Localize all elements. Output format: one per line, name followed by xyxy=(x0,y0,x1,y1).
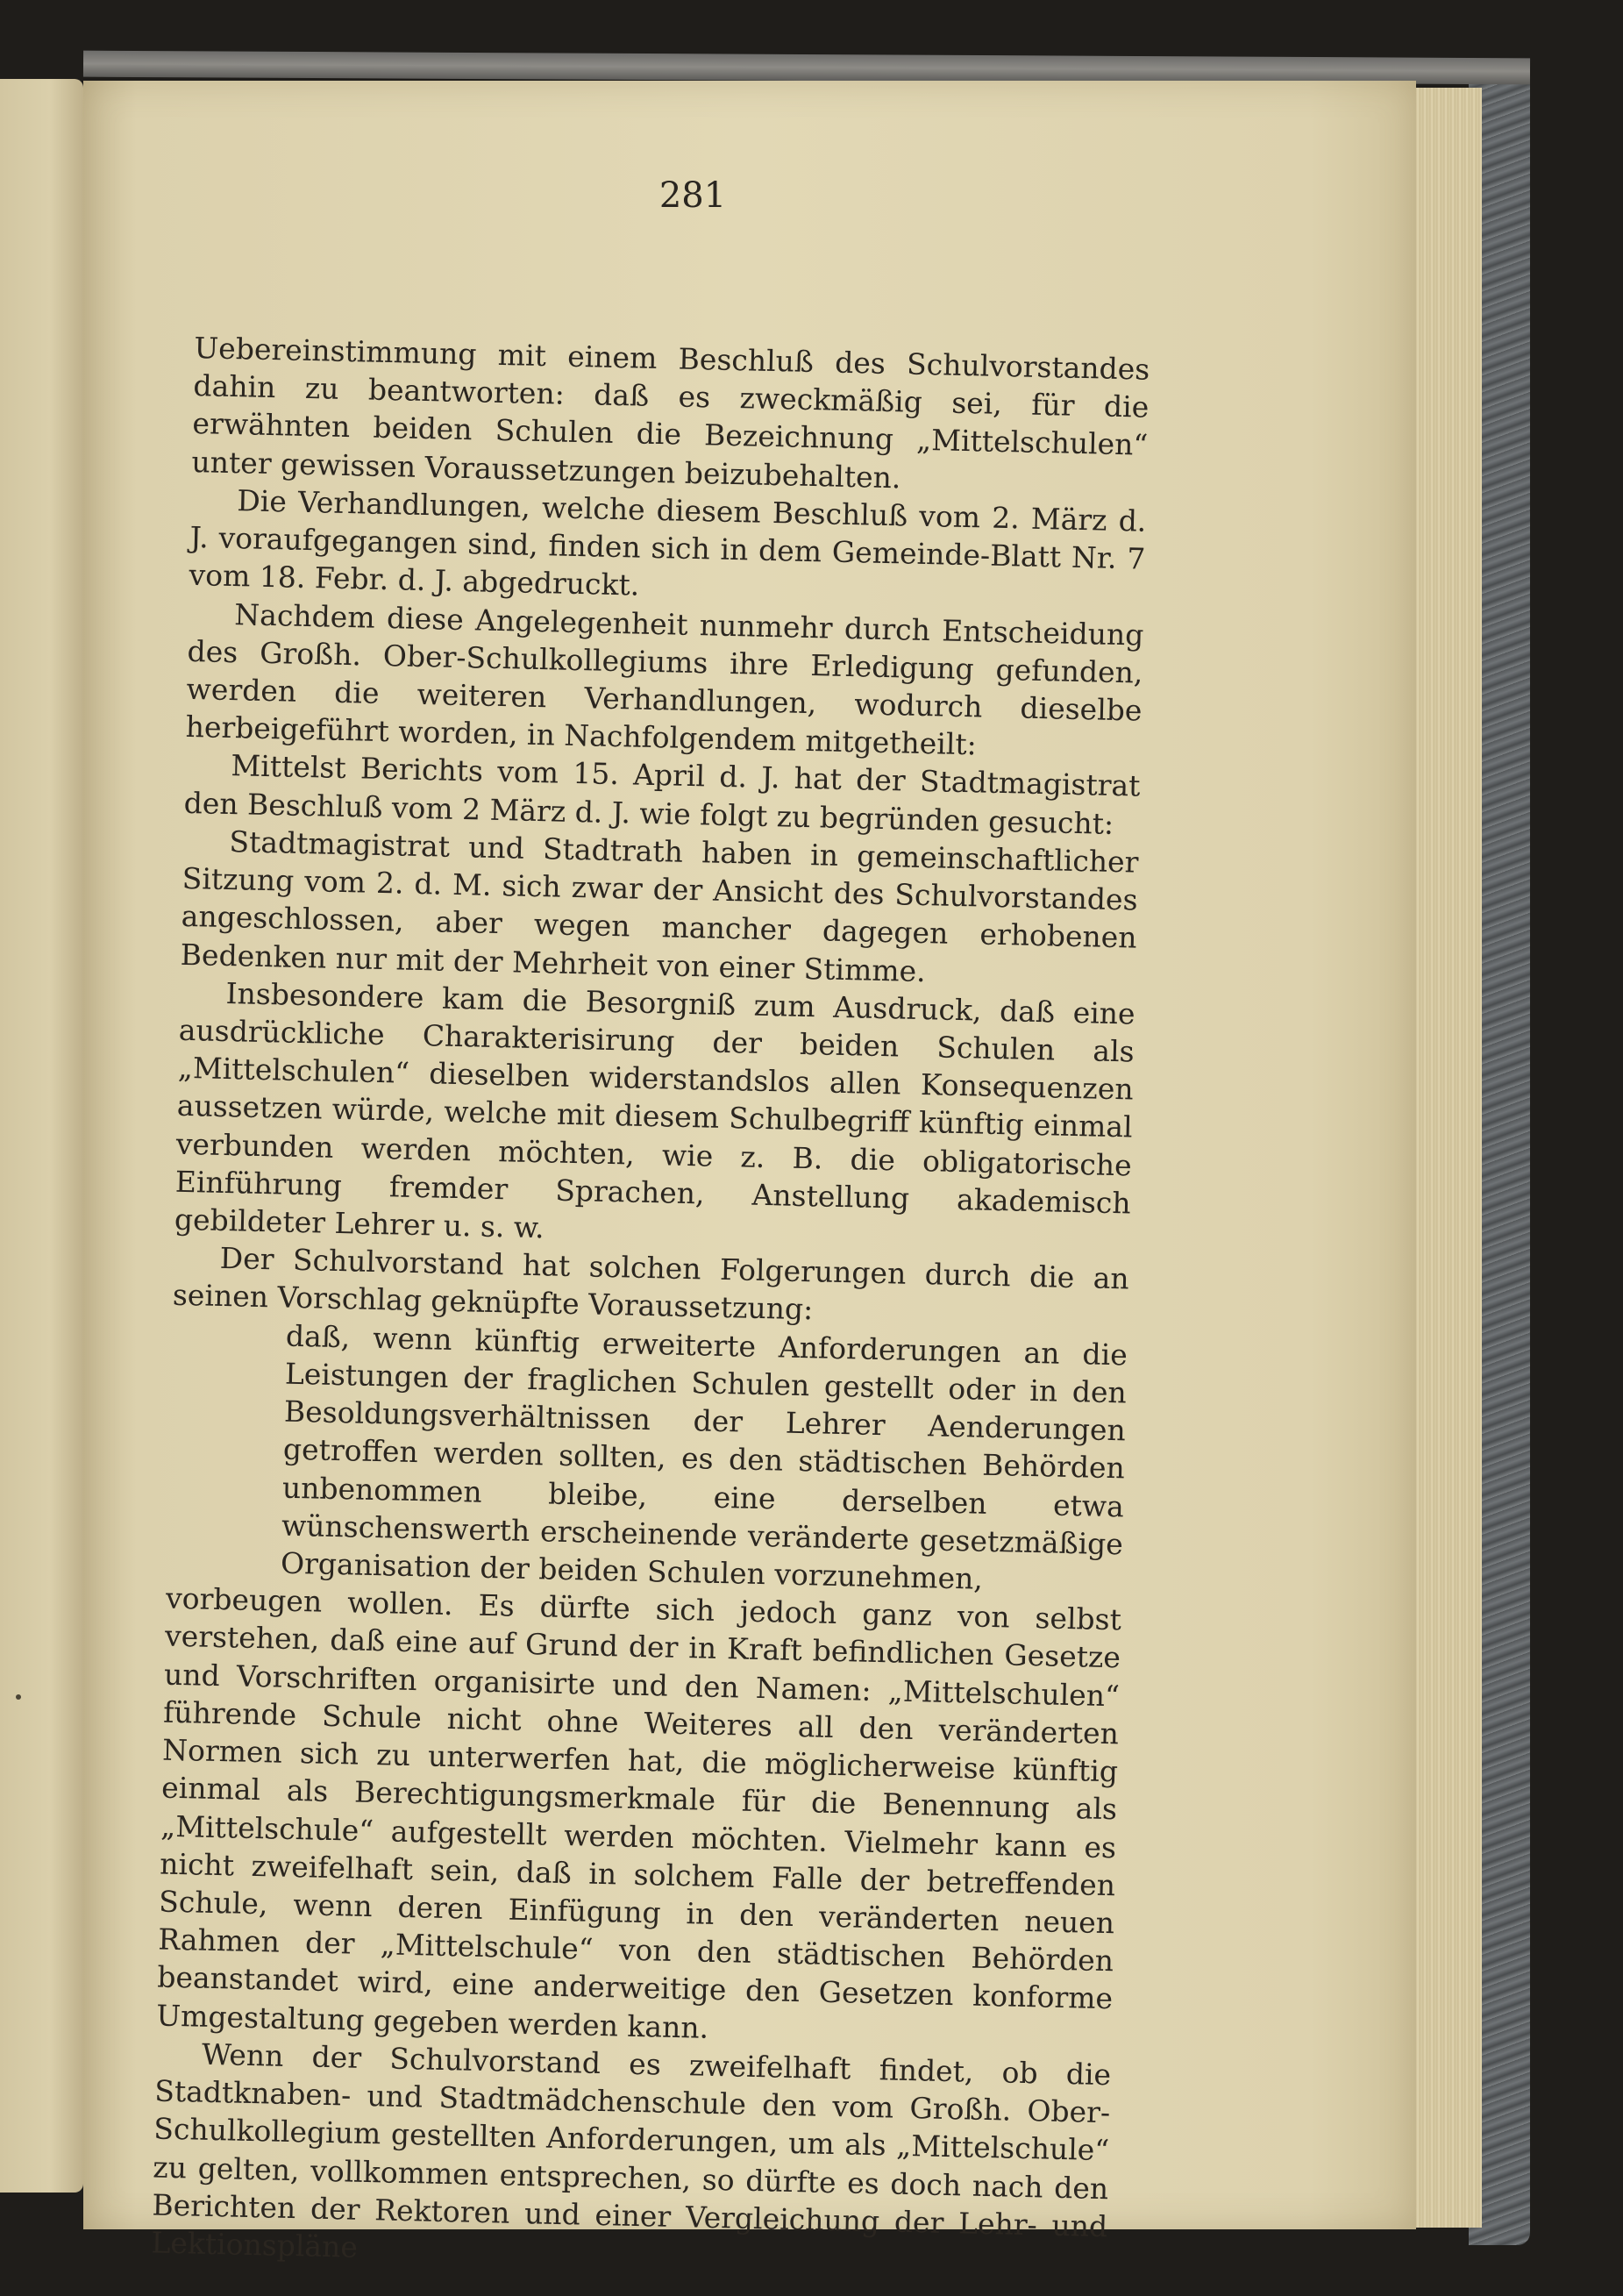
margin-mark xyxy=(16,1694,21,1700)
page-text xyxy=(151,329,1150,2283)
quoted-condition: daß, wenn künftig erweiterte Anforderungen an die Leistungen der fraglichen Schulen gestellt oder in den Besoldungsverhältnissen der Lehrer Aenderungen getroffen werden sollten, es den städtischen Behörden unbenommen bleibe, eine derselben etwa wünschenswerth erscheinende veränderte gesetzmäßige Organisation der beiden Schulen vorzunehmen, xyxy=(280,1318,1128,1596)
paragraph: Insbesondere kam die Besorgniß zum Ausdruck, daß eine ausdrückliche Charakterisirung der beiden Schulen als „Mittelschulen“ dieselben widerstandslos allen Konsequenzen aussetzen würde, welche mit diesem Schulbegriff künftig einmal verbunden werden möchten, wie z. B. die obligatorische Einführung fremder Sprachen, Anstellung akademisch gebildeter Lehrer u. s. w. xyxy=(174,975,1136,1245)
paragraph: Uebereinstimmung mit einem Beschluß des Schulvorstandes dahin zu beantworten: daß es zweckmäßig sei, für die erwähnten beiden Schulen die Bezeichnung „Mittelschulen“ unter gewissen Voraussetzungen beizubehalten. xyxy=(191,330,1150,495)
paragraph: Nachdem diese Angelegenheit nunmehr durch Entscheidung des Großh. Ober-Schulkollegiums ihre Erledigung gefunden, werden die weiteren Verhandlungen, wodurch dieselbe herbeigeführt worden, in Nachfolgendem mitgetheilt: xyxy=(185,596,1144,762)
left-page-edge xyxy=(0,79,83,2193)
paragraph: Der Schulvorstand hat solchen Folgerungen durch die an seinen Vorschlag geknüpfte Voraussetzung: xyxy=(172,1241,1130,1327)
book-cover-top xyxy=(83,51,1530,85)
paragraph: Wenn der Schulvorstand es zweifelhaft findet, ob die Stadtknaben- und Stadtmädchenschule den vom Großh. Ober-Schulkollegium gestellten Anforderungen, um als „Mittelschule“ zu gelten, vollkommen entsprechen, so dürfte es doch nach den Berichten der Rektoren und einer Vergleichung der Lehr- und Lektionspläne xyxy=(151,2036,1112,2264)
paragraph: Stadtmagistrat und Stadtrath haben in gemeinschaftlicher Sitzung vom 2. d. M. sich zwar der Ansicht des Schulvorstandes angeschlossen, aber wegen mancher dagegen erhobenen Bedenken nur mit der Mehrheit von einer Stimme. xyxy=(180,824,1139,988)
paragraph: Die Verhandlungen, welche diesem Beschluß vom 2. März d. J. voraufgegangen sind, finden sich in dem Gemeinde-Blatt Nr. 7 vom 18. Febr. d. J. abgedruckt. xyxy=(189,483,1147,603)
page-number: 281 xyxy=(658,175,727,216)
paragraph: vorbeugen wollen. Es dürfte sich jedoch ganz von selbst verstehen, daß eine auf Grund der in Kraft befindlichen Gesetze und Vorschriften organisirte und den Namen: „Mittelschulen“ führende Schule nicht ohne Weiteres all den veränderten Normen sich zu unterwerfen hat, die möglicherweise künftig einmal als Berechtigungsmerkmale für die Benennung als „Mittelschule“ aufgestellt werden möchten. Vielmehr kann es nicht zweifelhaft sein, daß in solchem Falle der betreffenden Schule, wenn deren Einfügung in den veränderten neuen Rahmen der „Mittelschule“ von den städtischen Behörden beanstandet wird, eine anderweitige den Gesetzen konforme Umgestaltung gegeben werden kann. xyxy=(155,1580,1122,2045)
paragraph: Mittelst Berichts vom 15. April d. J. hat der Stadtmagistrat den Beschluß vom 2 März d. J. wie folgt zu begründen gesucht: xyxy=(183,748,1141,841)
